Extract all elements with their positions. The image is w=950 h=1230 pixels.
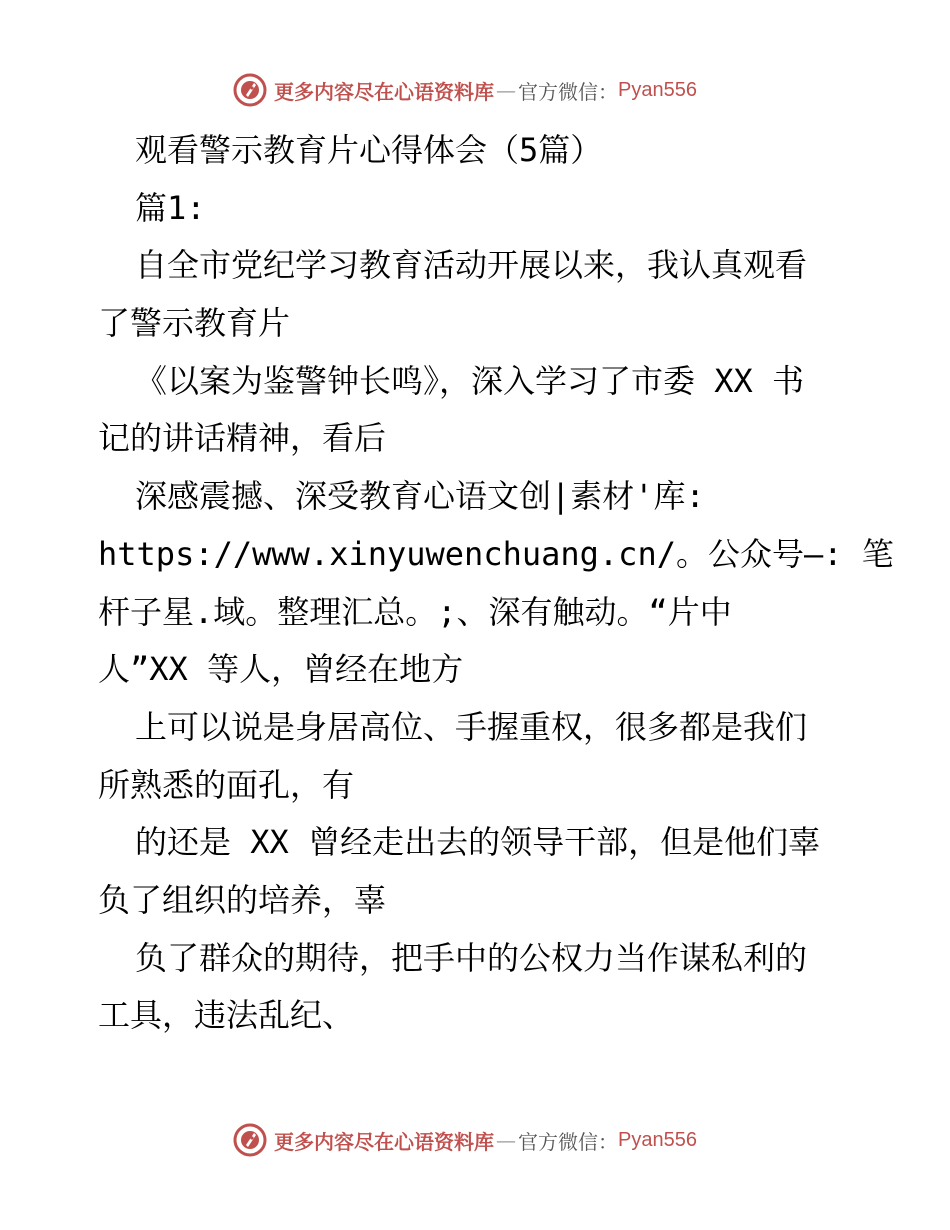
document-title: 观看警示教育片心得体会（5篇） — [135, 131, 603, 169]
pen-nib-logo-icon — [232, 72, 268, 108]
watermark-wechat-id: Pyan556 — [618, 78, 697, 101]
footer-watermark — [232, 1120, 697, 1160]
paragraph-line: 深感震撼、深受教育心语文创|素材'库: — [135, 477, 705, 516]
paragraph-line: 工具，违法乱纪、 — [98, 996, 355, 1035]
document-body — [98, 122, 894, 1045]
paragraph-line: 杆子星.域。整理汇总。;、深有触动。“片中 — [98, 592, 732, 631]
watermark-dash: — — [496, 1128, 516, 1152]
watermark-label: 官方微信： — [518, 1129, 618, 1154]
paragraph-line: 负了组织的培养，辜 — [98, 880, 387, 919]
watermark-wechat-id: Pyan556 — [618, 1128, 697, 1151]
pen-nib-logo-icon — [232, 1122, 268, 1158]
paragraph-line: 《以案为鉴警钟长鸣》，深入学习了市委 XX 书 — [135, 361, 805, 400]
paragraph-line: 了警示教育片 — [98, 304, 291, 343]
header-watermark — [232, 70, 697, 110]
paragraph-line: 负了群众的期待，把手中的公权力当作谋私利的 — [135, 938, 808, 977]
paragraph-line: 人”XX 等人，曾经在地方 — [98, 650, 464, 689]
section-heading: 篇1: — [135, 188, 206, 227]
paragraph-line: 的还是 XX 曾经走出去的领导干部，但是他们辜 — [135, 823, 821, 862]
watermark-main-text: 更多内容尽在心语资料库 — [274, 1129, 494, 1154]
watermark-dash: — — [496, 78, 516, 102]
watermark-main-text: 更多内容尽在心语资料库 — [274, 79, 494, 104]
paragraph-line: 所熟悉的面孔，有 — [98, 765, 355, 804]
watermark-label: 官方微信： — [518, 79, 618, 104]
paragraph-line: 自全市党纪学习教育活动开展以来，我认真观看 — [135, 246, 808, 285]
paragraph-line: 上可以说是身居高位、手握重权，很多都是我们 — [135, 707, 808, 746]
paragraph-line: 记的讲话精神，看后 — [98, 419, 387, 458]
paragraph-line: https://www.xinyuwenchuang.cn/。公众号—: 笔 — [98, 534, 894, 573]
